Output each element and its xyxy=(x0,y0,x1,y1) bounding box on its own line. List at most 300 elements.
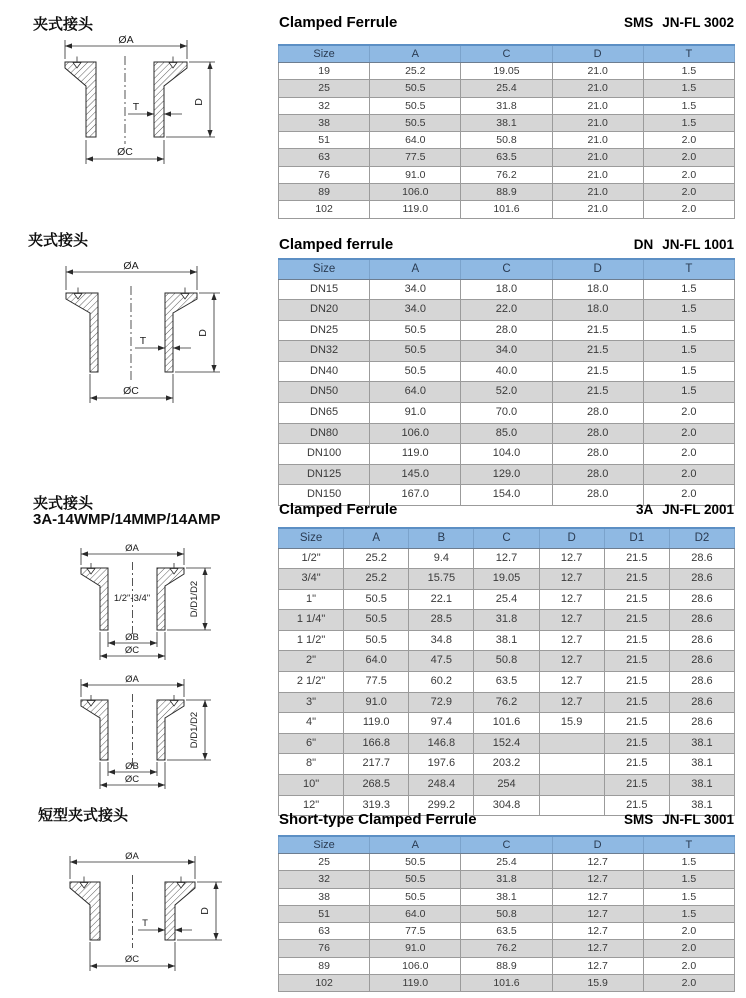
table-cell: 50.8 xyxy=(474,651,539,672)
table-row xyxy=(279,569,735,590)
table-cell: 1.5 xyxy=(643,80,734,97)
column-header: B xyxy=(409,528,474,548)
column-header: C xyxy=(461,836,552,854)
table-cell: 50.8 xyxy=(461,132,552,149)
dimension-label-dia-b: ØB xyxy=(125,632,139,643)
table-row xyxy=(279,114,735,131)
ferrule-left-wall xyxy=(65,62,96,137)
table-cell: 4" xyxy=(279,713,344,734)
table-cell: 76 xyxy=(279,940,370,957)
table-cell: 91.0 xyxy=(344,692,409,713)
table-cell: 63.5 xyxy=(461,923,552,940)
table-cell: DN20 xyxy=(279,300,370,321)
table-cell: 21.0 xyxy=(552,201,643,218)
table-cell: 34.8 xyxy=(409,630,474,651)
table-row xyxy=(279,201,735,218)
table-cell: 268.5 xyxy=(344,775,409,796)
table-cell: 22.0 xyxy=(461,300,552,321)
table-cell: 64.0 xyxy=(370,132,461,149)
ferrule-left-wall xyxy=(66,293,98,372)
table-row xyxy=(279,713,735,734)
section-label-cn xyxy=(33,496,221,528)
table-cell: 28.6 xyxy=(669,713,734,734)
table-cell: 1/2" xyxy=(279,548,344,569)
table-cell: 63.5 xyxy=(474,672,539,693)
column-header: A xyxy=(370,259,461,279)
dimension-label-dia-a: ØA xyxy=(123,260,139,272)
table-cell: 50.5 xyxy=(370,888,461,905)
table-cell: 28.0 xyxy=(461,320,552,341)
table-cell: 76 xyxy=(279,166,370,183)
table-cell: 21.5 xyxy=(604,754,669,775)
table-cell: 52.0 xyxy=(461,382,552,403)
table-cell: 1.5 xyxy=(643,341,734,362)
table-cell: 21.5 xyxy=(552,382,643,403)
table-cell: 50.5 xyxy=(344,630,409,651)
table-cell: DN50 xyxy=(279,382,370,403)
table-cell: 166.8 xyxy=(344,733,409,754)
dimension-label-d: D xyxy=(199,907,211,915)
table-cell xyxy=(539,733,604,754)
model-code: JN-FL 3001 xyxy=(662,812,734,827)
table-cell: 254 xyxy=(474,775,539,796)
dimension-table-sms-3001 xyxy=(278,835,735,992)
section-label-cn-text: 夹式接头 xyxy=(33,495,94,512)
section-label-sub: 3A-14WMP/14MMP/14AMP xyxy=(33,511,221,528)
standard-code xyxy=(624,15,734,30)
table-cell: DN40 xyxy=(279,361,370,382)
table-cell: 2.0 xyxy=(643,423,734,444)
dimension-label-dia-c: ØC xyxy=(117,146,133,158)
table-cell: 91.0 xyxy=(370,166,461,183)
size-range-note: 1/2"-3/4" xyxy=(113,593,151,604)
table-cell: 21.0 xyxy=(552,114,643,131)
table-cell: 32 xyxy=(279,871,370,888)
table-cell: 1.5 xyxy=(643,63,734,80)
table-cell: 32 xyxy=(279,97,370,114)
table-cell: 12.7 xyxy=(552,957,643,974)
table-cell: 25.4 xyxy=(461,854,552,871)
header-row xyxy=(279,528,735,548)
ferrule-left-wall xyxy=(70,882,100,940)
standard-name: 3A xyxy=(635,502,654,517)
table-cell: 1 1/4" xyxy=(279,610,344,631)
table-cell: 21.5 xyxy=(552,341,643,362)
table-row xyxy=(279,754,735,775)
table-cell: 31.8 xyxy=(474,610,539,631)
dimension-table-sms-3002 xyxy=(278,44,735,219)
table-row xyxy=(279,692,735,713)
model-code: JN-FL 1001 xyxy=(662,237,734,252)
model-code: JN-FL 3002 xyxy=(662,15,734,30)
ferrule-right-wall xyxy=(165,293,197,372)
table-cell xyxy=(539,754,604,775)
table-cell: 25.4 xyxy=(474,589,539,610)
column-header: T xyxy=(643,45,734,63)
table-cell: 18.0 xyxy=(461,279,552,300)
table-cell: 51 xyxy=(279,905,370,922)
table-cell: 31.8 xyxy=(461,871,552,888)
table-cell: 2.0 xyxy=(643,403,734,424)
table-cell: 12.7 xyxy=(539,569,604,590)
column-header: D xyxy=(552,45,643,63)
column-header: D1 xyxy=(604,528,669,548)
table-cell: 12" xyxy=(279,795,344,816)
table-cell: 2.0 xyxy=(643,957,734,974)
table-cell: 77.5 xyxy=(370,149,461,166)
table-cell: 21.0 xyxy=(552,63,643,80)
table-cell: 28.0 xyxy=(552,464,643,485)
table-cell: 72.9 xyxy=(409,692,474,713)
table-cell: 8" xyxy=(279,754,344,775)
table-cell: 167.0 xyxy=(370,485,461,506)
model-code: JN-FL 2001 xyxy=(662,502,734,517)
dimension-label-dia-b: ØB xyxy=(125,761,139,772)
table-cell: 28.6 xyxy=(669,548,734,569)
table-cell: 12.7 xyxy=(552,888,643,905)
section-label-cn: 短型夹式接头 xyxy=(38,807,129,824)
table-cell: 34.0 xyxy=(370,279,461,300)
dimension-label-dia-c: ØC xyxy=(124,954,140,965)
table-cell: 1 1/2" xyxy=(279,630,344,651)
table-cell: 50.5 xyxy=(370,854,461,871)
table-cell: 60.2 xyxy=(409,672,474,693)
table-cell: DN65 xyxy=(279,403,370,424)
standard-code xyxy=(634,237,734,252)
column-header: D xyxy=(552,259,643,279)
table-cell: 19.05 xyxy=(461,63,552,80)
table-cell: DN15 xyxy=(279,279,370,300)
table-cell: 2.0 xyxy=(643,940,734,957)
table-row xyxy=(279,548,735,569)
table-title: Clamped Ferrule xyxy=(279,14,398,31)
table-cell: 1.5 xyxy=(643,97,734,114)
dimension-label-dia-a: ØA xyxy=(125,543,139,554)
table-cell: 88.9 xyxy=(461,957,552,974)
table-cell: 119.0 xyxy=(370,444,461,465)
column-header: C xyxy=(461,259,552,279)
table-cell: 77.5 xyxy=(370,923,461,940)
table-cell: 101.6 xyxy=(461,201,552,218)
table-cell: 1" xyxy=(279,589,344,610)
table-row xyxy=(279,923,735,940)
table-cell: 50.5 xyxy=(370,320,461,341)
column-header: T xyxy=(643,259,734,279)
column-header: C xyxy=(461,45,552,63)
table-row xyxy=(279,733,735,754)
table-cell: 3/4" xyxy=(279,569,344,590)
table-cell: 119.0 xyxy=(370,975,461,992)
table-cell: 21.5 xyxy=(604,795,669,816)
table-cell: 21.5 xyxy=(604,548,669,569)
table-row xyxy=(279,940,735,957)
table-cell: 18.0 xyxy=(552,279,643,300)
ferrule-left-wall xyxy=(81,700,108,760)
table-cell: 21.0 xyxy=(552,166,643,183)
table-cell: 1.5 xyxy=(643,382,734,403)
table-row xyxy=(279,905,735,922)
dimension-label-dia-c: ØC xyxy=(123,385,139,397)
ferrule-right-wall xyxy=(157,568,184,630)
table-cell: 25 xyxy=(279,80,370,97)
ferrule-right-wall xyxy=(157,700,184,760)
table-cell: 21.5 xyxy=(604,713,669,734)
table-cell: DN125 xyxy=(279,464,370,485)
table-row xyxy=(279,184,735,201)
table-cell: 22.1 xyxy=(409,589,474,610)
table-row xyxy=(279,279,735,300)
table-cell: 248.4 xyxy=(409,775,474,796)
header-row xyxy=(279,836,735,854)
table-row xyxy=(279,361,735,382)
table-cell: 1.5 xyxy=(643,888,734,905)
dimension-label-t: T xyxy=(142,918,148,929)
ferrule-cross-section-drawing xyxy=(75,543,225,663)
dimension-label-d-d1-d2: D/D1/D2 xyxy=(189,580,200,618)
table-cell: 21.5 xyxy=(604,589,669,610)
table-row xyxy=(279,300,735,321)
table-cell: 64.0 xyxy=(370,905,461,922)
table-cell: 18.0 xyxy=(552,300,643,321)
table-cell: 2.0 xyxy=(643,132,734,149)
table-cell: 34.0 xyxy=(461,341,552,362)
table-cell: 21.5 xyxy=(604,569,669,590)
table-cell: 31.8 xyxy=(461,97,552,114)
table-cell xyxy=(539,795,604,816)
section-label-cn: 夹式接头 xyxy=(28,232,89,249)
table-row xyxy=(279,871,735,888)
table-cell: 25.4 xyxy=(461,80,552,97)
table-cell: 6" xyxy=(279,733,344,754)
dimension-label-dia-a: ØA xyxy=(125,674,139,685)
table-cell: 1.5 xyxy=(643,854,734,871)
table-cell: 91.0 xyxy=(370,940,461,957)
table-cell: 38.1 xyxy=(474,630,539,651)
table-cell: 38.1 xyxy=(669,775,734,796)
table-cell: 154.0 xyxy=(461,485,552,506)
table-cell: 1.5 xyxy=(643,300,734,321)
table-cell: 1.5 xyxy=(643,279,734,300)
table-row xyxy=(279,132,735,149)
table-cell: 15.9 xyxy=(552,975,643,992)
table-row xyxy=(279,63,735,80)
table-cell: 2.0 xyxy=(643,444,734,465)
standard-code xyxy=(624,812,734,827)
table-cell: 28.6 xyxy=(669,610,734,631)
table-cell: 119.0 xyxy=(344,713,409,734)
table-cell: 76.2 xyxy=(474,692,539,713)
dimension-label-t: T xyxy=(139,335,147,347)
table-cell: 50.5 xyxy=(370,80,461,97)
table-cell: 28.5 xyxy=(409,610,474,631)
table-cell: DN25 xyxy=(279,320,370,341)
table-cell: 50.5 xyxy=(344,610,409,631)
table-cell: 85.0 xyxy=(461,423,552,444)
table-cell: 2.0 xyxy=(643,166,734,183)
table-cell: 2.0 xyxy=(643,485,734,506)
table-cell: 15.9 xyxy=(539,713,604,734)
table-cell: 38.1 xyxy=(669,733,734,754)
table-cell: 19 xyxy=(279,63,370,80)
table-cell: 10" xyxy=(279,775,344,796)
table-cell: 38 xyxy=(279,888,370,905)
dimension-label-dia-c: ØC xyxy=(124,774,140,785)
table-title: Clamped Ferrule xyxy=(279,501,398,518)
table-cell: 28.6 xyxy=(669,589,734,610)
table-row xyxy=(279,975,735,992)
table-cell: 50.5 xyxy=(370,871,461,888)
dimension-label-d: D xyxy=(193,98,205,106)
table-cell: 1.5 xyxy=(643,905,734,922)
table-cell: 64.0 xyxy=(370,382,461,403)
table-cell: 1.5 xyxy=(643,320,734,341)
table-cell: 63.5 xyxy=(461,149,552,166)
column-header: A xyxy=(344,528,409,548)
table-cell: 50.5 xyxy=(370,361,461,382)
table-cell: 21.0 xyxy=(552,149,643,166)
table-row xyxy=(279,464,735,485)
table-cell: 12.7 xyxy=(552,905,643,922)
table-cell: 319.3 xyxy=(344,795,409,816)
column-header: Size xyxy=(279,836,370,854)
column-header: A xyxy=(370,45,461,63)
dimension-label-dia-a: ØA xyxy=(118,34,134,46)
table-cell: 12.7 xyxy=(552,854,643,871)
table-row xyxy=(279,775,735,796)
table-cell: 25.2 xyxy=(344,548,409,569)
table-cell: 28.6 xyxy=(669,672,734,693)
table-cell: 119.0 xyxy=(370,201,461,218)
table-cell: 2 1/2" xyxy=(279,672,344,693)
table-cell: 21.0 xyxy=(552,97,643,114)
table-cell: 3" xyxy=(279,692,344,713)
table-cell: 101.6 xyxy=(474,713,539,734)
section-label-cn: 夹式接头 xyxy=(33,16,94,33)
table-row xyxy=(279,630,735,651)
table-cell: 21.0 xyxy=(552,184,643,201)
table-cell: 21.5 xyxy=(604,733,669,754)
table-cell: 50.5 xyxy=(370,341,461,362)
table-cell: 1.5 xyxy=(643,114,734,131)
table-cell: 21.5 xyxy=(604,651,669,672)
table-cell: 64.0 xyxy=(344,651,409,672)
table-cell: 197.6 xyxy=(409,754,474,775)
table-cell: 106.0 xyxy=(370,957,461,974)
table-cell: 38 xyxy=(279,114,370,131)
ferrule-right-wall xyxy=(154,62,187,137)
table-cell: 21.5 xyxy=(552,361,643,382)
table-cell: 106.0 xyxy=(370,423,461,444)
table-row xyxy=(279,610,735,631)
table-cell: 2.0 xyxy=(643,923,734,940)
table-cell: 21.5 xyxy=(604,692,669,713)
table-cell: 101.6 xyxy=(461,975,552,992)
ferrule-left-wall xyxy=(81,568,108,630)
table-cell: 12.7 xyxy=(539,589,604,610)
table-cell: 63 xyxy=(279,923,370,940)
ferrule-cross-section-drawing xyxy=(58,845,233,977)
table-cell: 203.2 xyxy=(474,754,539,775)
dimension-label-dia-a: ØA xyxy=(125,851,139,862)
table-cell: 12.7 xyxy=(539,651,604,672)
table-cell: 28.6 xyxy=(669,651,734,672)
header-row xyxy=(279,259,735,279)
table-cell: 38.1 xyxy=(461,888,552,905)
table-row xyxy=(279,651,735,672)
table-cell: 106.0 xyxy=(370,184,461,201)
dimension-table-dn-1001 xyxy=(278,258,735,506)
table-cell: 25 xyxy=(279,854,370,871)
table-row xyxy=(279,403,735,424)
table-cell: 2.0 xyxy=(643,464,734,485)
table-cell: 38.1 xyxy=(461,114,552,131)
ferrule-cross-section-drawing xyxy=(75,670,225,792)
table-cell: 12.7 xyxy=(539,610,604,631)
table-cell: 21.5 xyxy=(604,775,669,796)
table-cell: 25.2 xyxy=(370,63,461,80)
table-cell: 2.0 xyxy=(643,201,734,218)
table-cell: 21.5 xyxy=(604,672,669,693)
table-cell: 102 xyxy=(279,975,370,992)
table-cell: DN80 xyxy=(279,423,370,444)
table-cell: 19.05 xyxy=(474,569,539,590)
column-header: C xyxy=(474,528,539,548)
table-cell xyxy=(539,775,604,796)
table-cell: 91.0 xyxy=(370,403,461,424)
column-header: D xyxy=(539,528,604,548)
table-cell: 50.5 xyxy=(344,589,409,610)
table-cell: 21.5 xyxy=(552,320,643,341)
column-header: A xyxy=(370,836,461,854)
table-cell: 102 xyxy=(279,201,370,218)
table-cell: 21.0 xyxy=(552,132,643,149)
table-title: Short-type Clamped Ferrule xyxy=(279,811,477,828)
table-cell: DN150 xyxy=(279,485,370,506)
table-cell: 12.7 xyxy=(552,940,643,957)
standard-code xyxy=(636,502,734,517)
dimension-label-d: D xyxy=(197,329,209,337)
table-cell: 77.5 xyxy=(344,672,409,693)
table-cell: 28.6 xyxy=(669,630,734,651)
table-row xyxy=(279,957,735,974)
table-cell: 152.4 xyxy=(474,733,539,754)
table-cell: 304.8 xyxy=(474,795,539,816)
table-cell: 25.2 xyxy=(344,569,409,590)
column-header: Size xyxy=(279,259,370,279)
table-cell: 12.7 xyxy=(539,548,604,569)
table-cell: DN32 xyxy=(279,341,370,362)
table-cell: 146.8 xyxy=(409,733,474,754)
table-row xyxy=(279,854,735,871)
table-cell: 2.0 xyxy=(643,975,734,992)
table-cell: 50.8 xyxy=(461,905,552,922)
table-row xyxy=(279,888,735,905)
table-cell: 1.5 xyxy=(643,871,734,888)
table-row xyxy=(279,589,735,610)
table-cell: 21.5 xyxy=(604,630,669,651)
table-cell: 97.4 xyxy=(409,713,474,734)
table-row xyxy=(279,149,735,166)
table-cell: 12.7 xyxy=(552,871,643,888)
table-cell: 1.5 xyxy=(643,361,734,382)
table-cell: 38.1 xyxy=(669,795,734,816)
table-cell: 28.6 xyxy=(669,569,734,590)
header-row xyxy=(279,45,735,63)
standard-name: DN xyxy=(633,237,654,252)
table-row xyxy=(279,341,735,362)
table-row xyxy=(279,80,735,97)
table-cell: 34.0 xyxy=(370,300,461,321)
